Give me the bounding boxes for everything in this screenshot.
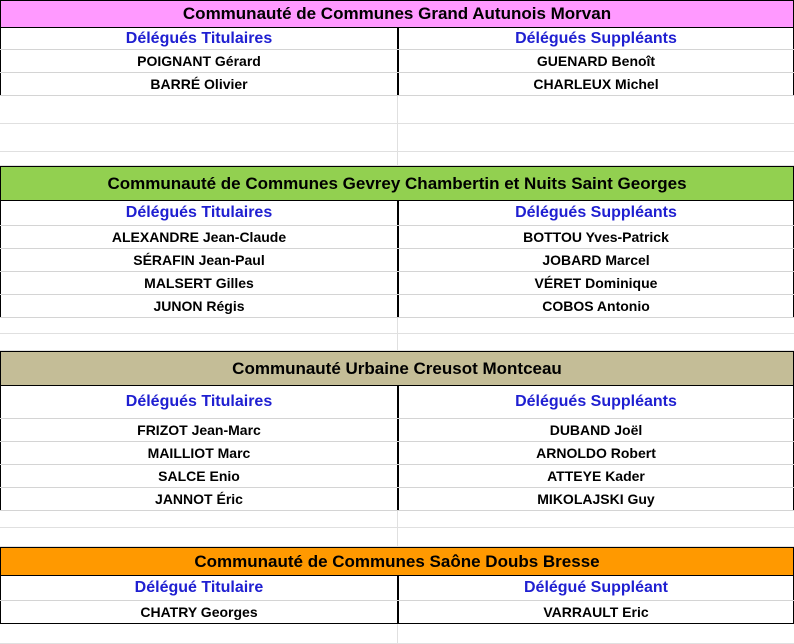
empty-cell[interactable] [398, 528, 794, 546]
suppleant-cell[interactable]: VARRAULT Eric [398, 601, 794, 623]
empty-cell[interactable] [398, 318, 794, 333]
empty-cell[interactable] [398, 511, 794, 527]
table-row [0, 295, 794, 318]
table-row [0, 601, 794, 624]
suppleant-cell[interactable]: ATTEYE Kader [398, 465, 794, 487]
empty-row [0, 318, 794, 334]
header-row [0, 576, 794, 601]
empty-cell[interactable] [0, 511, 398, 527]
titulaire-cell[interactable]: CHATRY Georges [0, 601, 398, 623]
empty-cell[interactable] [0, 528, 398, 546]
block-title[interactable] [0, 166, 794, 201]
block-title[interactable] [0, 0, 794, 28]
titulaire-cell[interactable]: JUNON Régis [0, 295, 398, 317]
empty-cell[interactable] [0, 334, 398, 350]
empty-row [0, 96, 794, 124]
header-titulaires[interactable]: Délégués Titulaires [0, 28, 398, 49]
empty-row [0, 334, 794, 351]
suppleant-cell[interactable]: BOTTOU Yves-Patrick [398, 226, 794, 248]
empty-cell[interactable] [0, 624, 398, 643]
block-title[interactable] [0, 351, 794, 386]
titulaire-cell[interactable]: MALSERT Gilles [0, 272, 398, 294]
block-title-text: Communauté de Communes Grand Autunois Morvan [0, 1, 794, 27]
empty-row [0, 624, 794, 644]
titulaire-cell[interactable]: FRIZOT Jean-Marc [0, 419, 398, 441]
empty-cell[interactable] [398, 96, 794, 123]
empty-cell[interactable] [398, 624, 794, 643]
empty-row [0, 511, 794, 528]
block-title[interactable] [0, 547, 794, 576]
header-titulaires[interactable]: Délégué Titulaire [0, 576, 398, 600]
suppleant-cell[interactable]: MIKOLAJSKI Guy [398, 488, 794, 510]
titulaire-cell[interactable]: ALEXANDRE Jean-Claude [0, 226, 398, 248]
table-row [0, 419, 794, 442]
titulaire-cell[interactable]: MAILLIOT Marc [0, 442, 398, 464]
block-title-text: Communauté Urbaine Creusot Montceau [0, 352, 794, 385]
table-row [0, 442, 794, 465]
empty-cell[interactable] [0, 124, 398, 151]
suppleant-cell[interactable]: DUBAND Joël [398, 419, 794, 441]
titulaire-cell[interactable]: POIGNANT Gérard [0, 50, 398, 72]
header-row [0, 201, 794, 226]
block-title-text: Communauté de Communes Gevrey Chambertin et Nuits Saint Georges [0, 167, 794, 200]
empty-row [0, 152, 794, 166]
header-suppleants[interactable]: Délégué Suppléant [398, 576, 794, 600]
header-titulaires[interactable]: Délégués Titulaires [0, 201, 398, 225]
suppleant-cell[interactable]: VÉRET Dominique [398, 272, 794, 294]
table-row [0, 73, 794, 96]
suppleant-cell[interactable]: JOBARD Marcel [398, 249, 794, 271]
empty-cell[interactable] [398, 124, 794, 151]
header-row [0, 28, 794, 50]
suppleant-cell[interactable]: GUENARD Benoît [398, 50, 794, 72]
titulaire-cell[interactable]: BARRÉ Olivier [0, 73, 398, 95]
suppleant-cell[interactable]: CHARLEUX Michel [398, 73, 794, 95]
empty-cell[interactable] [398, 334, 794, 350]
empty-row [0, 528, 794, 547]
titulaire-cell[interactable]: SÉRAFIN Jean-Paul [0, 249, 398, 271]
header-row [0, 386, 794, 419]
table-row [0, 465, 794, 488]
table-row [0, 249, 794, 272]
table-row [0, 272, 794, 295]
empty-cell[interactable] [0, 96, 398, 123]
table-row [0, 488, 794, 511]
suppleant-cell[interactable]: ARNOLDO Robert [398, 442, 794, 464]
empty-cell[interactable] [0, 152, 398, 165]
header-suppleants[interactable]: Délégués Suppléants [398, 386, 794, 418]
titulaire-cell[interactable]: SALCE Enio [0, 465, 398, 487]
empty-cell[interactable] [0, 318, 398, 333]
empty-row [0, 124, 794, 152]
header-suppleants[interactable]: Délégués Suppléants [398, 201, 794, 225]
table-row [0, 226, 794, 249]
block-title-text: Communauté de Communes Saône Doubs Bresse [0, 548, 794, 575]
empty-cell[interactable] [398, 152, 794, 165]
suppleant-cell[interactable]: COBOS Antonio [398, 295, 794, 317]
table-row [0, 50, 794, 73]
header-suppleants[interactable]: Délégués Suppléants [398, 28, 794, 49]
titulaire-cell[interactable]: JANNOT Éric [0, 488, 398, 510]
header-titulaires[interactable]: Délégués Titulaires [0, 386, 398, 418]
